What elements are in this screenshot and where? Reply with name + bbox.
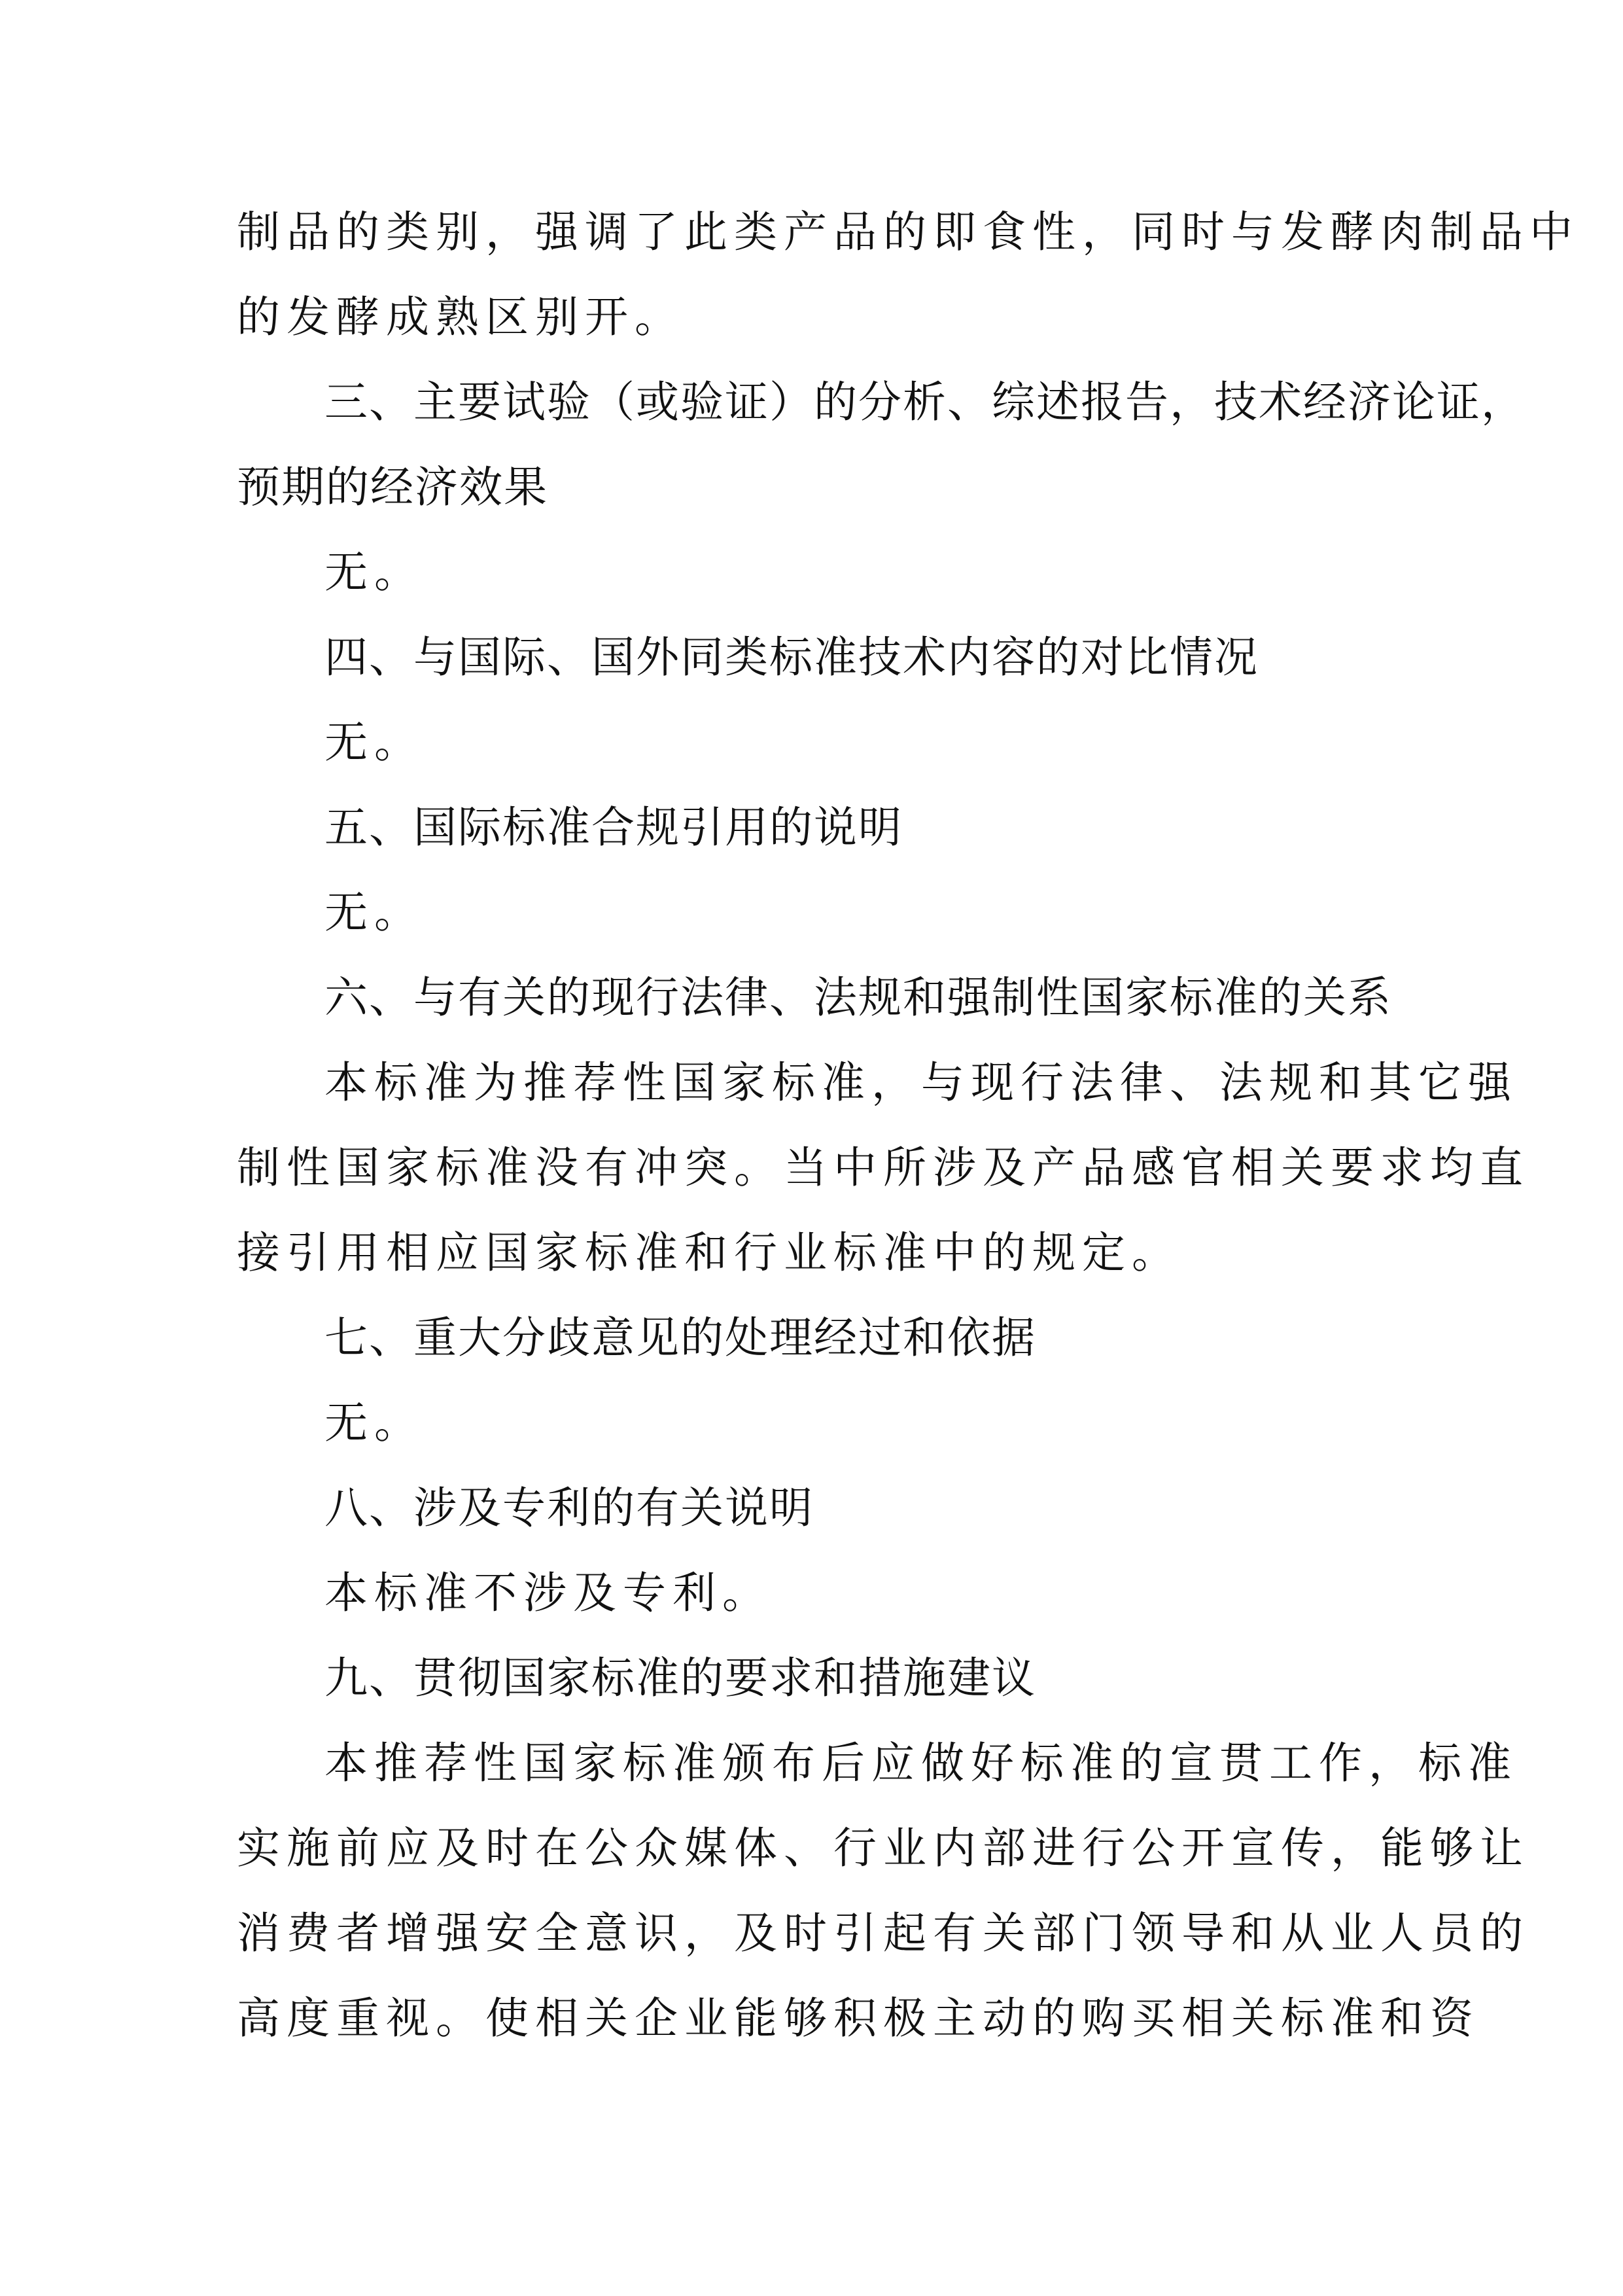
section-heading-8: 八、涉及专利的有关说明 — [324, 1483, 814, 1533]
document-body — [237, 190, 1579, 2061]
paragraph-line: 本标准不涉及专利。 — [324, 1568, 772, 1618]
section-heading-3: 三、主要试验（或验证）的分析、综述报告，技术经济论证， — [324, 377, 1526, 427]
paragraph-line: 的发酵成熟区别开。 — [237, 292, 684, 342]
section-heading-6: 六、与有关的现行法律、法规和强制性国家标准的关系 — [324, 972, 1392, 1023]
paragraph-line: 无。 — [324, 717, 424, 768]
paragraph-line: 制性国家标准没有冲突。当中所涉及产品感官相关要求均直 — [237, 1142, 1529, 1193]
section-heading-3-cont: 预期的经济效果 — [237, 462, 548, 512]
paragraph-line: 本推荐性国家标准颁布后应做好标准的宣贯工作，标准 — [324, 1738, 1518, 1788]
paragraph-line: 高度重视。使相关企业能够积极主动的购买相关标准和资 — [237, 1993, 1480, 2043]
section-heading-5: 五、国际标准合规引用的说明 — [324, 802, 903, 853]
section-heading-7: 七、重大分歧意见的处理经过和依据 — [324, 1313, 1036, 1363]
section-heading-4: 四、与国际、国外同类标准技术内容的对比情况 — [324, 632, 1259, 682]
paragraph-line: 制品的类别，强调了此类产品的即食性，同时与发酵肉制品中 — [237, 207, 1579, 257]
paragraph-line: 接引用相应国家标准和行业标准中的规定。 — [237, 1227, 1181, 1278]
paragraph-line: 无。 — [324, 887, 424, 938]
paragraph-line: 消费者增强安全意识，及时引起有关部门领导和从业人员的 — [237, 1908, 1529, 1958]
paragraph-line: 本标准为推荐性国家标准，与现行法律、法规和其它强 — [324, 1057, 1518, 1108]
paragraph-line: 实施前应及时在公众媒体、行业内部进行公开宣传，能够让 — [237, 1823, 1529, 1873]
paragraph-line: 无。 — [324, 1398, 424, 1448]
paragraph-line: 无。 — [324, 547, 424, 597]
section-heading-9: 九、贯彻国家标准的要求和措施建议 — [324, 1653, 1036, 1703]
